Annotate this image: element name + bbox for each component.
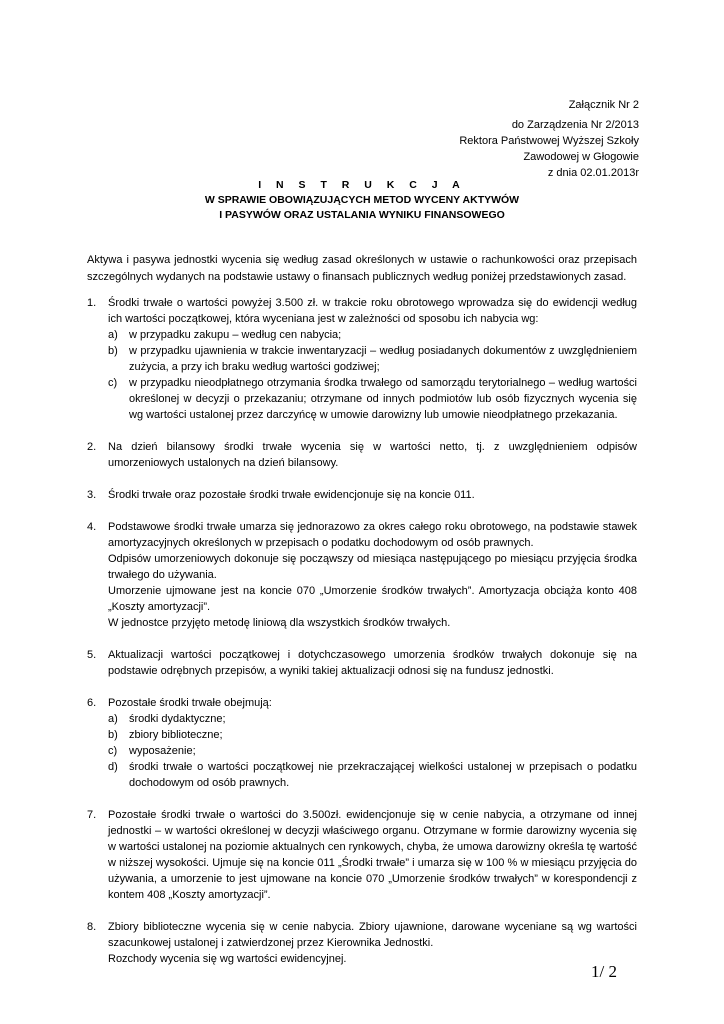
header-line: do Zarządzenia Nr 2/2013 [511, 119, 639, 131]
sub-text: środki dydaktyczne; [129, 713, 226, 725]
header-line: Zawodowej w Głogowie [523, 151, 639, 163]
item-line: Odpisów umorzeniowych dokonuje się począwszy od miesiąca następującego po miesiącu przyjęcia środka trwałego do używania. [108, 553, 637, 581]
sub-item [108, 743, 637, 759]
item-text: Środki trwałe oraz pozostałe środki trwałe ewidencjonuje się na koncie 011. [108, 489, 475, 501]
sub-text: wyposażenie; [129, 745, 196, 757]
title-line: W SPRAWIE OBOWIĄZUJĄCYCH METOD WYCENY AKTYWÓW [204, 194, 520, 206]
document-title [0, 178, 724, 223]
title-line: I PASYWÓW ORAZ USTALANIA WYNIKU FINANSOWEGO [219, 209, 505, 221]
item-number: 2. [87, 441, 97, 453]
item-line: Rozchody wycenia się wg wartości ewidencyjnej. [108, 953, 347, 965]
sub-text: zbiory biblioteczne; [129, 729, 223, 741]
item-number: 5. [87, 649, 97, 661]
sub-text: w przypadku zakupu – według cen nabycia; [129, 329, 342, 341]
item-text: Aktualizacji wartości początkowej i dotychczasowego umorzenia środków trwałych dokonuje się na podstawie odrębnych przepisów, a wyniki takiej aktualizacji odnosi się na fundusz jednostki. [108, 649, 637, 677]
list-item [87, 695, 637, 791]
sub-text: w przypadku nieodpłatnego otrzymania środka trwałego od samorządu terytorialnego – według wartości określonej w decyzji o przekazaniu; otrzymane od innych podmiotów lub osób fizycznych wycenia się wg wartości ustalonej przez darczyńcę w umowie darowizny lub umowie nieodpłatnego przekazania. [129, 377, 637, 421]
list-item [87, 919, 637, 967]
item-number: 7. [87, 809, 97, 821]
list-item [87, 439, 637, 471]
sub-item [108, 327, 637, 343]
sub-letter: a) [108, 329, 118, 341]
list-item [87, 807, 637, 903]
sub-letter: c) [108, 377, 118, 389]
header-line: Rektora Państwowej Wyższej Szkoły [459, 135, 639, 147]
item-text: Podstawowe środki trwałe umarza się jednorazowo za okres całego roku obrotowego, na podstawie stawek amortyzacyjnych określonych w przepisach o podatku dochodowym od osób prawnych. [108, 521, 637, 549]
sub-text: w przypadku ujawnienia w trakcie inwentaryzacji – według posiadanych dokumentów z uwzględnieniem zużycia, a przy ich braku według wartości godziwej; [129, 345, 637, 373]
sub-item [108, 375, 637, 423]
item-line: W jednostce przyjęto metodę liniową dla wszystkich środków trwałych. [108, 617, 451, 629]
sub-item [108, 711, 637, 727]
intro-paragraph: Aktywa i pasywa jednostki wycenia się według zasad określonych w ustawie o rachunkowości oraz przepisach szczególnych wydanych na podstawie ustawy o finansach publicznych według poniżej przedstawionych zasad. [87, 254, 637, 283]
item-number: 8. [87, 921, 97, 933]
sub-item [108, 727, 637, 743]
list-item [87, 487, 637, 503]
sub-item [108, 759, 637, 791]
header-line: Załącznik Nr 2 [568, 99, 639, 111]
item-number: 4. [87, 521, 97, 533]
sub-letter: d) [108, 761, 118, 773]
title-line: I N S T R U K C J A [258, 179, 466, 191]
item-text: Pozostałe środki trwałe o wartości do 3.500zł. ewidencjonuje się w cenie nabycia, a otrzymane od innej jednostki – w wartości określonej w decyzji właściwego organu. Otrzymane w formie darowizny wycenia się w wartości ustalonej na poziomie aktualnych cen rynkowych, chyba, że umowa darowizny określa tę wartość w niższej wysokości. Ujmuje się na koncie 011 „Środki trwałe” i umarza się w 100 % w miesiącu przyjęcia do używania, a umorzenie to jest ujmowane na koncie 070 „Umorzenie środków trwałych” w korespondencji z kontem 408 „Koszty amortyzacji”. [108, 809, 637, 901]
item-text: Zbiory biblioteczne wycenia się w cenie nabycia. Zbiory ujawnione, darowane wyceniane są wg wartości szacunkowej ustalonej i zatwierdzonej przez Kierownika Jednostki. [108, 921, 637, 949]
sub-item [108, 343, 637, 375]
sub-letter: a) [108, 713, 118, 725]
sub-text: środki trwałe o wartości początkowej nie przekraczającej wielkości ustalonej w przepisach o podatku dochodowym od osób prawnych. [129, 761, 637, 789]
instruction-list [87, 295, 637, 983]
page-number: 1/ 2 [591, 962, 617, 981]
header-line: z dnia 02.01.2013r [547, 167, 639, 179]
item-text: Na dzień bilansowy środki trwałe wycenia się w wartości netto, tj. z uwzględnieniem odpisów umorzeniowych ustalonych na dzień bilansowy. [108, 441, 637, 469]
item-number: 1. [87, 297, 97, 309]
list-item [87, 519, 637, 631]
item-text: Środki trwałe o wartości powyżej 3.500 zł. w trakcie roku obrotowego wprowadza się do ewidencji według ich wartości początkowej, która wyceniana jest w zależności od sposobu ich nabycia wg: [108, 297, 637, 325]
list-item [87, 295, 637, 423]
sub-letter: b) [108, 345, 118, 357]
item-number: 3. [87, 489, 97, 501]
attachment-header [459, 97, 639, 181]
item-number: 6. [87, 697, 97, 709]
list-item [87, 647, 637, 679]
item-line: Umorzenie ujmowane jest na koncie 070 „Umorzenie środków trwałych”. Amortyzacja obciąża konto 408 „Koszty amortyzacji”. [108, 585, 637, 613]
item-text: Pozostałe środki trwałe obejmują: [108, 697, 272, 709]
sub-letter: b) [108, 729, 118, 741]
sub-letter: c) [108, 745, 118, 757]
